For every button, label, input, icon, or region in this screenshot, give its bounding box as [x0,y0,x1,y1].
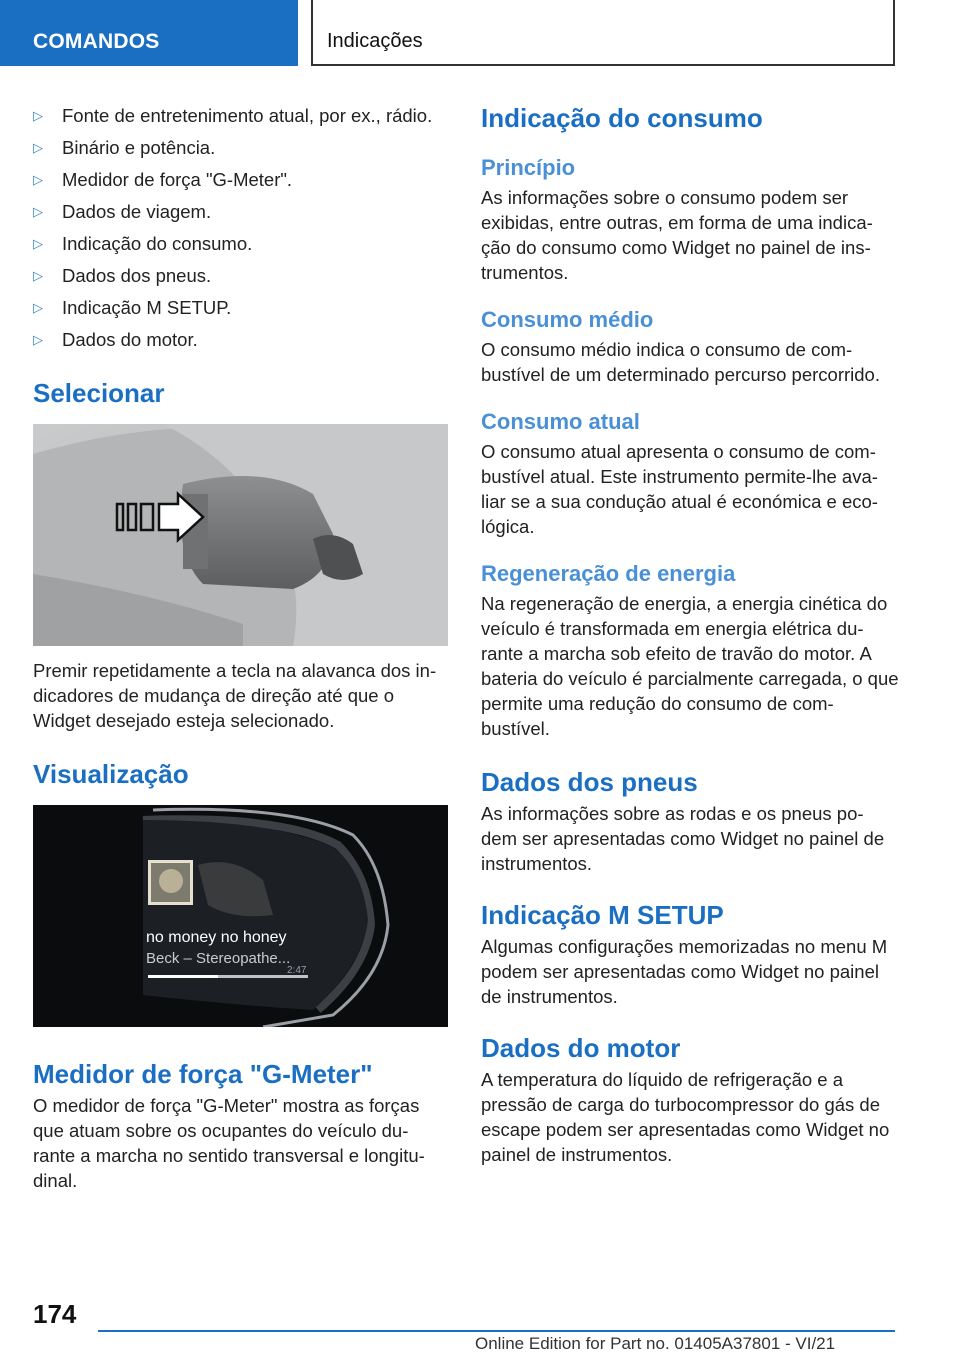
list-item: ▷ Dados do motor. [33,324,448,356]
list-item: ▷ Fonte de entretenimento atual, por ex., rádio. [33,100,448,132]
page-number: 174 [33,1299,77,1329]
current-consumption-heading: Consumo atual [481,409,640,434]
triangle-bullet-icon: ▷ [33,236,43,251]
list-item: ▷ Dados dos pneus. [33,260,448,292]
list-item: ▷ Indicação M SETUP. [33,292,448,324]
triangle-bullet-icon: ▷ [33,140,43,155]
engine-data-heading: Dados do motor [481,1033,681,1063]
select-heading: Selecionar [33,378,165,408]
footer-divider [98,1330,895,1332]
section-tab: COMANDOS [0,0,298,66]
engine-data-text: A temperatura do líquido de refrigeração e a pressão de carga do turbocompressor do gás de escape podem ser apresentadas como Widget no painel de instrumentos. [481,1069,890,1165]
track-time: 2:47 [287,965,307,976]
chapter-title: Indicações [311,0,895,66]
song-title: no money no honey [146,929,287,946]
average-consumption-text: O consumo médio indica o consumo de com-bustível de um determinado percurso percorrido. [481,339,880,385]
average-consumption-heading: Consumo médio [481,307,654,332]
list-item: ▷ Indicação do consumo. [33,228,448,260]
widget-list [33,100,448,356]
select-instructions: Premir repetidamente a tecla na alavanca dos in-dicadores de mudança de direção até que o Widget desejado esteja selecionado. [33,660,437,731]
triangle-bullet-icon: ▷ [33,172,43,187]
list-item: ▷ Binário e potência. [33,132,448,164]
energy-regeneration-text: Na regeneração de energia, a energia cinética do veículo é transformada em energia elétrica du-rante a marcha sob efeito de travão do motor. A bateria do veículo é parcialmente carregada, o que permite uma redução do consumo de com-bustível. [481,593,899,739]
triangle-bullet-icon: ▷ [33,268,43,283]
energy-regeneration-heading: Regeneração de energia [481,561,736,586]
tire-data-heading: Dados dos pneus [481,767,698,797]
triangle-bullet-icon: ▷ [33,300,43,315]
gmeter-text: O medidor de força "G-Meter" mostra as forças que atuam sobre os ocupantes do veículo du-rante a marcha no sentido transversal e longitu-dinal. [33,1095,425,1191]
gmeter-heading: Medidor de força "G-Meter" [33,1059,373,1089]
artist-name: Beck – Stereopathe... [146,950,291,967]
consumption-heading: Indicação do consumo [481,103,763,133]
principle-heading: Princípio [481,155,576,180]
m-setup-text: Algumas configurações memorizadas no menu M podem ser apresentadas como Widget no painel de instrumentos. [481,936,888,1007]
cluster-display-image [33,805,448,1027]
list-item: ▷ Medidor de força "G-Meter". [33,164,448,196]
left-column [33,100,448,1193]
right-column [481,101,899,1167]
triangle-bullet-icon: ▷ [33,332,43,347]
current-consumption-text: O consumo atual apresenta o consumo de com-bustível atual. Este instrumento permite-lhe ava-liar se a sua condução atual é económica e eco-lógica. [481,441,878,537]
list-item: ▷ Dados de viagem. [33,196,448,228]
triangle-bullet-icon: ▷ [33,108,43,123]
principle-text: As informações sobre o consumo podem ser exibidas, entre outras, em forma de uma indica-ção do consumo como Widget no painel de ins-trumentos. [481,187,873,283]
view-heading: Visualização [33,759,189,789]
edition-note: Online Edition for Part no. 01405A37801 - VI/21 [475,1334,836,1353]
stalk-button-image [33,424,448,646]
triangle-bullet-icon: ▷ [33,204,43,219]
m-setup-heading: Indicação M SETUP [481,900,724,930]
tire-data-text: As informações sobre as rodas e os pneus po-dem ser apresentadas como Widget no painel de instrumentos. [481,803,885,874]
